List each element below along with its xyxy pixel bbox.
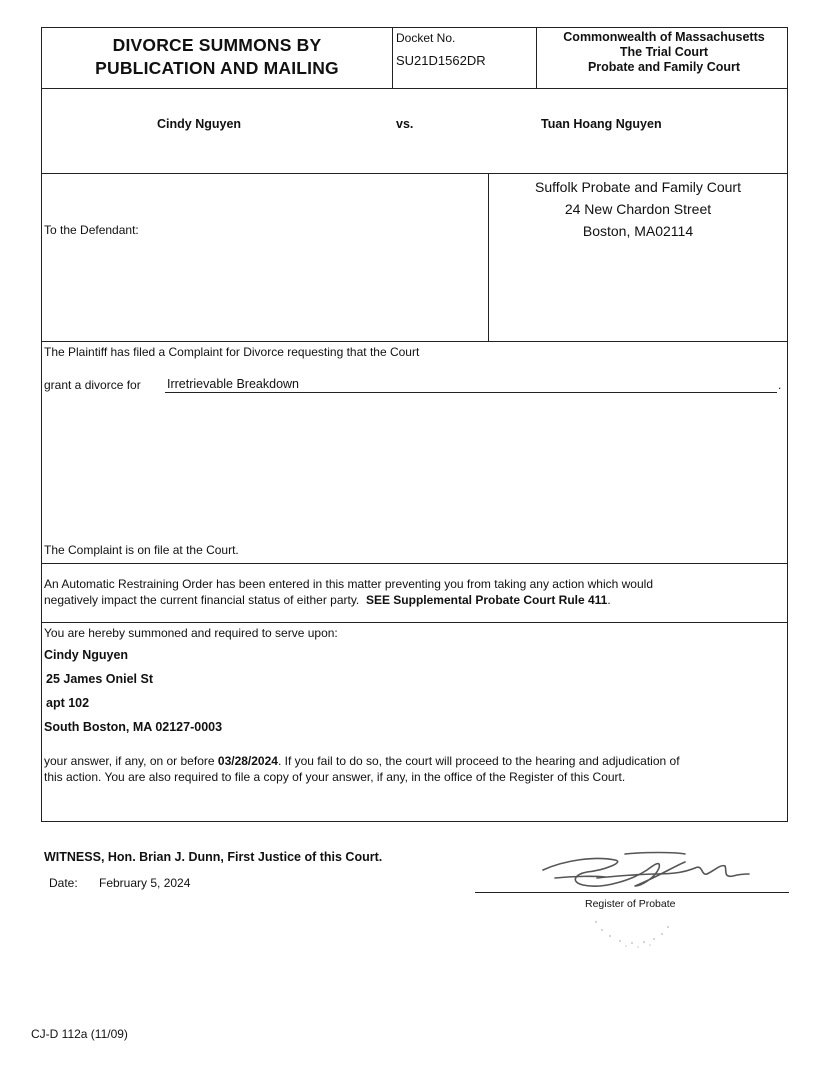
to-defendant-label: To the Defendant:	[44, 223, 139, 237]
serve-street: 25 James Oniel St	[46, 672, 154, 686]
signature-image	[535, 848, 755, 894]
versus-label: vs.	[396, 117, 414, 131]
court-address	[488, 176, 788, 242]
divider	[42, 622, 787, 623]
answer-line-2: this action. You are also required to file a copy of your answer, if any, in the office of the Register of this Court.	[44, 770, 626, 784]
answer-date: 03/28/2024	[217, 754, 278, 768]
form-title	[42, 34, 392, 80]
title-line-1: DIVORCE SUMMONS BY	[112, 35, 322, 55]
witness-line: WITNESS, Hon. Brian J. Dunn, First Justice of this Court.	[44, 850, 383, 864]
header-divider-2	[536, 28, 537, 88]
divider	[42, 341, 787, 342]
answer-deadline-line	[44, 753, 680, 769]
faint-seal-stamp	[590, 912, 680, 952]
complaint-on-file: The Complaint is on file at the Court.	[44, 543, 239, 557]
grounds-period: .	[778, 378, 782, 392]
docket-number: SU21D1562DR	[396, 53, 486, 68]
answer-prefix: your answer, if any, on or before	[44, 754, 215, 768]
serve-apt: apt 102	[46, 696, 90, 710]
restraining-order-line-2	[44, 592, 611, 608]
defendant-name: Tuan Hoang Nguyen	[541, 117, 662, 131]
court-line-1: Commonwealth of Massachusetts	[563, 30, 765, 44]
divorce-grounds-field: Irretrievable Breakdown	[165, 377, 777, 393]
answer-rest: . If you fail to do so, the court will proceed to the hearing and adjudication of	[277, 754, 680, 768]
plaintiff-name: Cindy Nguyen	[157, 117, 242, 131]
serve-name: Cindy Nguyen	[44, 648, 129, 662]
date-value: February 5, 2024	[99, 876, 191, 890]
court-line-3: Probate and Family Court	[587, 60, 741, 74]
court-header	[539, 30, 789, 75]
restraining-order-text: negatively impact the current financial status of either party.	[44, 593, 360, 607]
restraining-order-period: .	[607, 593, 611, 607]
summons-intro: You are hereby summoned and required to serve upon:	[44, 626, 338, 640]
grant-divorce-label: grant a divorce for	[44, 378, 141, 392]
court-line-2: The Trial Court	[619, 45, 709, 59]
title-line-2: PUBLICATION AND MAILING	[95, 58, 339, 78]
docket-label: Docket No.	[396, 31, 456, 45]
signature-line	[475, 892, 789, 893]
form-code: CJ-D 112a (11/09)	[31, 1027, 128, 1041]
serve-city: South Boston, MA 02127-0003	[44, 720, 223, 734]
restraining-order-line-1: An Automatic Restraining Order has been entered in this matter preventing you from taking any action which would	[44, 577, 653, 591]
register-of-probate-label: Register of Probate	[585, 898, 676, 910]
court-city: Boston, MA02114	[582, 223, 694, 239]
date-label: Date:	[49, 876, 78, 890]
divider	[42, 88, 787, 89]
complaint-text: The Plaintiff has filed a Complaint for Divorce requesting that the Court	[44, 345, 420, 359]
court-street: 24 New Chardon Street	[564, 201, 712, 217]
divider	[42, 173, 787, 174]
rule-411-reference: SEE Supplemental Probate Court Rule 411	[365, 593, 608, 607]
summons-form	[41, 27, 788, 822]
divider	[42, 563, 787, 564]
header-divider-1	[392, 28, 393, 88]
court-name: Suffolk Probate and Family Court	[535, 179, 741, 195]
